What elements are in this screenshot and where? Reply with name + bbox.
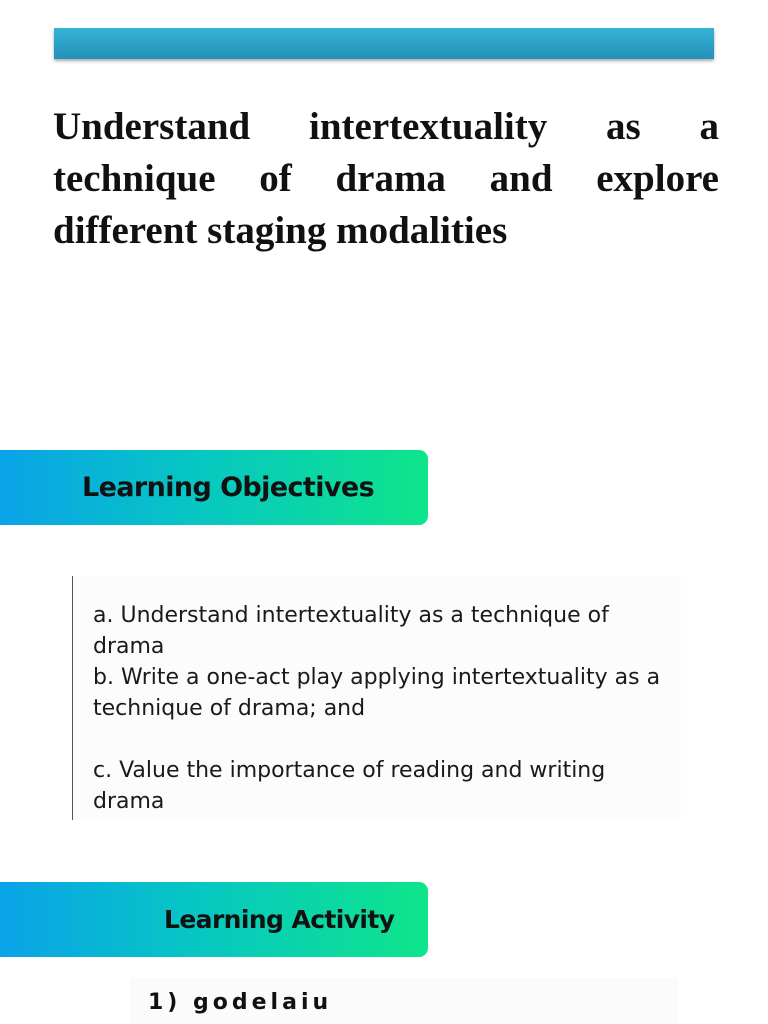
page-title: Understand intertextuality as a technique of drama and explore different staging modalities (53, 105, 719, 252)
learning-activity-banner (0, 882, 428, 957)
learning-activity-heading: Learning Activity (164, 905, 395, 934)
learning-objectives-heading: Learning Objectives (82, 472, 375, 503)
activity-item-row (130, 978, 678, 1024)
objectives-list (72, 576, 681, 820)
header-decor-bar (54, 28, 714, 59)
objective-item: b. Write a one-act play applying intertextuality as a technique of drama; and (93, 665, 661, 721)
objective-item: c. Value the importance of reading and writing drama (93, 758, 606, 814)
objective-item: a. Understand intertextuality as a technique of drama (93, 603, 609, 659)
learning-objectives-banner (0, 450, 428, 525)
activity-item: 1) godelaiu (148, 990, 333, 1015)
